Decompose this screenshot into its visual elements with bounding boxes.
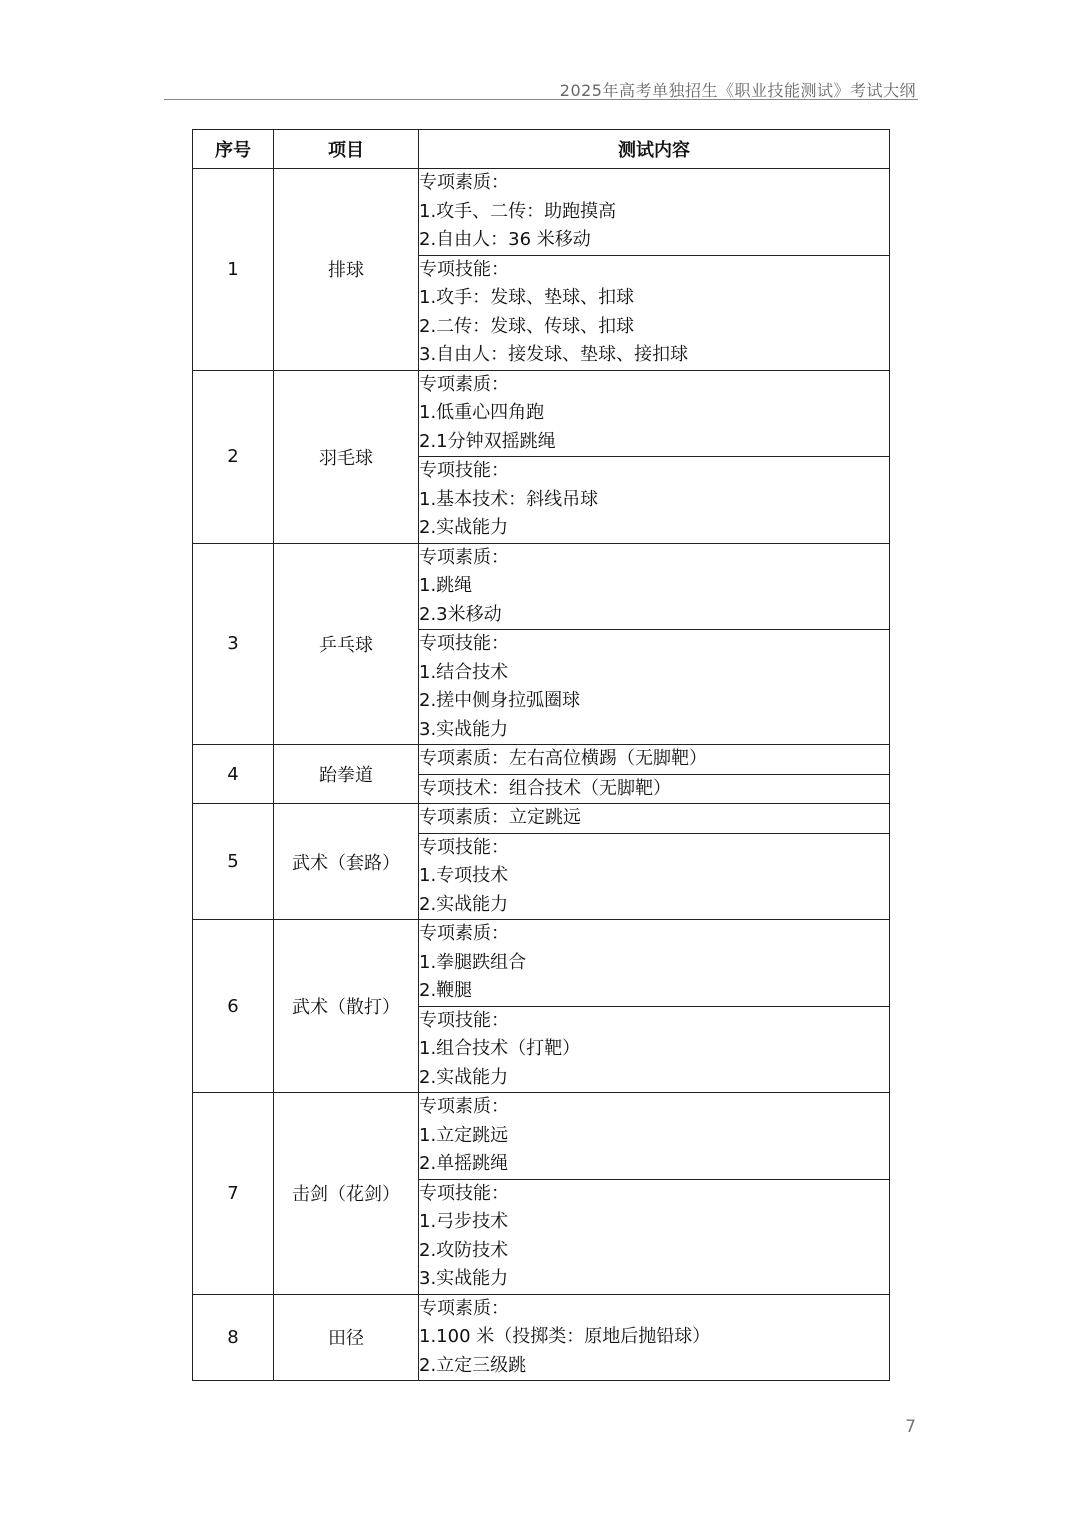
test-content-cell: [419, 169, 890, 256]
header-divider: [164, 99, 918, 100]
table-row: [193, 370, 890, 457]
column-header-content: 测试内容: [419, 130, 890, 169]
content-line: 专项技能：: [419, 258, 509, 280]
test-content-cell: [419, 1179, 890, 1294]
content-line: 1.基本技术：斜线吊球: [419, 488, 599, 510]
content-line: 2.攻防技术: [419, 1239, 509, 1261]
document-header-title: 2025年高考单独招生《职业技能测试》考试大纲: [559, 81, 916, 100]
content-line: 1.攻手：发球、垫球、扣球: [419, 287, 635, 308]
content-line: 专项技能：: [419, 1182, 509, 1204]
project-name-cell: 击剑（花剑）: [274, 1093, 419, 1295]
content-line: 2.单摇跳绳: [419, 1153, 509, 1174]
content-line: 专项技能：: [419, 633, 509, 654]
test-content-cell: [419, 1093, 890, 1180]
test-content-cell: [419, 630, 890, 745]
row-number-cell: 3: [193, 543, 274, 745]
row-number-cell: 8: [193, 1294, 274, 1381]
test-content-cell: [419, 370, 890, 457]
content-line: 3.实战能力: [419, 718, 509, 740]
row-number-cell: 1: [193, 169, 274, 371]
project-name-cell: 武术（套路）: [274, 804, 419, 920]
content-line: 专项素质：: [419, 923, 509, 944]
project-name-cell: 田径: [274, 1294, 419, 1381]
content-line: 专项技能：: [419, 836, 509, 858]
content-line: 1.100 米（投掷类：原地后抛铅球）: [419, 1326, 711, 1347]
content-line: 2.搓中侧身拉弧圈球: [419, 690, 581, 711]
content-line: 2.鞭腿: [419, 980, 473, 1001]
table-row: [193, 1093, 890, 1180]
content-line: 专项素质：: [419, 172, 509, 193]
row-number-cell: 2: [193, 370, 274, 543]
table-row: [193, 543, 890, 630]
content-line: 专项素质：: [419, 1096, 509, 1117]
content-line: 专项素质：: [419, 546, 509, 568]
content-line: 1.弓步技术: [419, 1211, 509, 1232]
content-line: 1.拳腿跌组合: [419, 951, 527, 973]
project-name-cell: 乒乓球: [274, 543, 419, 745]
content-line: 1.低重心四角跑: [419, 402, 545, 423]
column-header-number: 序号: [193, 130, 274, 169]
content-line: 专项素质：立定跳远: [419, 807, 581, 828]
row-number-cell: 4: [193, 745, 274, 804]
content-line: 1.组合技术（打靶）: [419, 1038, 581, 1059]
content-line: 专项素质：: [419, 373, 509, 395]
column-header-project: 项目: [274, 130, 419, 169]
table-row: [193, 745, 890, 775]
content-line: 专项素质：: [419, 1297, 509, 1319]
content-line: 2.实战能力: [419, 517, 509, 538]
test-content-cell: [419, 774, 890, 804]
content-line: 2.1分钟双摇跳绳: [419, 430, 556, 452]
content-line: 专项素质：左右高位横踢（无脚靶）: [419, 748, 707, 769]
table-row: [193, 169, 890, 256]
table-row: [193, 1294, 890, 1381]
table-header-row: [193, 130, 890, 169]
content-line: 1.跳绳: [419, 575, 473, 596]
test-content-cell: [419, 1294, 890, 1381]
project-name-cell: 排球: [274, 169, 419, 371]
content-line: 2.二传：发球、传球、扣球: [419, 315, 635, 337]
test-content-cell: [419, 804, 890, 834]
exam-outline-table: [192, 129, 890, 1381]
project-name-cell: 跆拳道: [274, 745, 419, 804]
table-row: [193, 804, 890, 834]
content-line: 3.自由人：接发球、垫球、接扣球: [419, 344, 689, 365]
test-content-cell: [419, 833, 890, 920]
test-content-cell: [419, 745, 890, 775]
content-line: 3.实战能力: [419, 1268, 509, 1289]
content-line: 2.立定三级跳: [419, 1354, 527, 1376]
content-line: 1.结合技术: [419, 661, 509, 683]
test-content-cell: [419, 457, 890, 544]
table-row: [193, 920, 890, 1007]
content-line: 1.专项技术: [419, 865, 509, 886]
content-line: 专项技能：: [419, 460, 509, 481]
content-line: 2.3米移动: [419, 603, 502, 625]
content-line: 2.实战能力: [419, 893, 509, 915]
project-name-cell: 羽毛球: [274, 370, 419, 543]
content-line: 2.实战能力: [419, 1066, 509, 1088]
test-content-cell: [419, 543, 890, 630]
test-content-cell: [419, 920, 890, 1007]
row-number-cell: 5: [193, 804, 274, 920]
row-number-cell: 7: [193, 1093, 274, 1295]
row-number-cell: 6: [193, 920, 274, 1093]
project-name-cell: 武术（散打）: [274, 920, 419, 1093]
content-line: 专项技术：组合技术（无脚靶）: [419, 777, 671, 799]
test-content-cell: [419, 1006, 890, 1093]
content-line: 1.立定跳远: [419, 1124, 509, 1146]
content-line: 2.自由人：36 米移动: [419, 229, 591, 250]
test-content-cell: [419, 255, 890, 370]
content-line: 专项技能：: [419, 1009, 509, 1031]
content-line: 1.攻手、二传：助跑摸高: [419, 200, 617, 222]
page-number: 7: [905, 1417, 916, 1437]
